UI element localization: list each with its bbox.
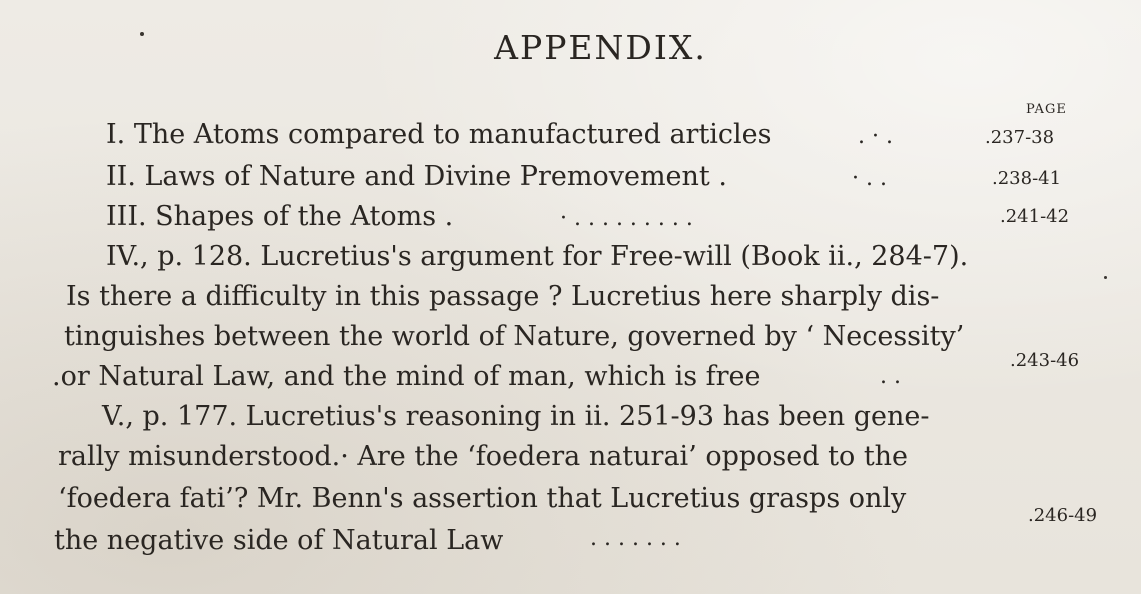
page-number: .246-49	[1028, 505, 1098, 526]
entry-text: ‘foedera fati’? Mr. Benn's assertion that Lucretius grasps only	[58, 483, 907, 514]
entry-text: rally misunderstood.· Are the ‘foedera naturai’ opposed to the	[58, 441, 909, 472]
page-number: .238-41	[992, 168, 1062, 189]
toc-entry-iv	[106, 240, 968, 274]
leader-dots: . .	[880, 364, 901, 389]
toc-entry-iv-continued	[66, 280, 939, 314]
page-number: .241-42	[1000, 206, 1070, 227]
toc-entry-v	[102, 400, 930, 434]
ink-speck	[1104, 276, 1107, 279]
entry-text: II. Laws of Nature and Divine Premovement .	[106, 161, 727, 192]
leader-dots: . . . . . . .	[590, 526, 681, 551]
entry-text: .or Natural Law, and the mind of man, which is free	[52, 361, 761, 392]
leader-dots: · . .	[852, 166, 887, 191]
entry-text: V., p. 177. Lucretius's reasoning in ii. 251-93 has been gene-	[102, 401, 930, 432]
page-number: .243-46	[1010, 350, 1080, 371]
toc-entry-iv-continued	[52, 360, 761, 394]
toc-entry-iii	[106, 200, 453, 234]
entry-text: Is there a difficulty in this passage ? Lucretius here sharply dis-	[66, 281, 940, 312]
toc-entry-v-continued	[54, 524, 503, 558]
page-number: .237-38	[985, 127, 1055, 148]
toc-entry-v-continued	[58, 482, 906, 516]
toc-entry-iv-continued	[64, 320, 964, 354]
page-column-label: PAGE	[1026, 102, 1067, 117]
entry-text: IV., p. 128. Lucretius's argument for Free-will (Book ii., 284-7).	[106, 241, 969, 272]
leader-dots: . · .	[858, 124, 893, 149]
entry-text: tinguishes between the world of Nature, governed by ‘ Necessity’	[64, 321, 965, 352]
page-heading: APPENDIX.	[494, 28, 707, 67]
toc-entry-ii	[106, 160, 727, 194]
entry-text: III. Shapes of the Atoms .	[106, 201, 454, 232]
toc-entry-v-continued	[58, 440, 908, 474]
toc-entry-i	[106, 118, 772, 152]
entry-text: the negative side of Natural Law	[54, 525, 504, 556]
entry-text: I. The Atoms compared to manufactured articles	[106, 119, 772, 150]
ink-speck	[140, 32, 144, 36]
leader-dots: · . . . . . . . . .	[560, 206, 693, 231]
